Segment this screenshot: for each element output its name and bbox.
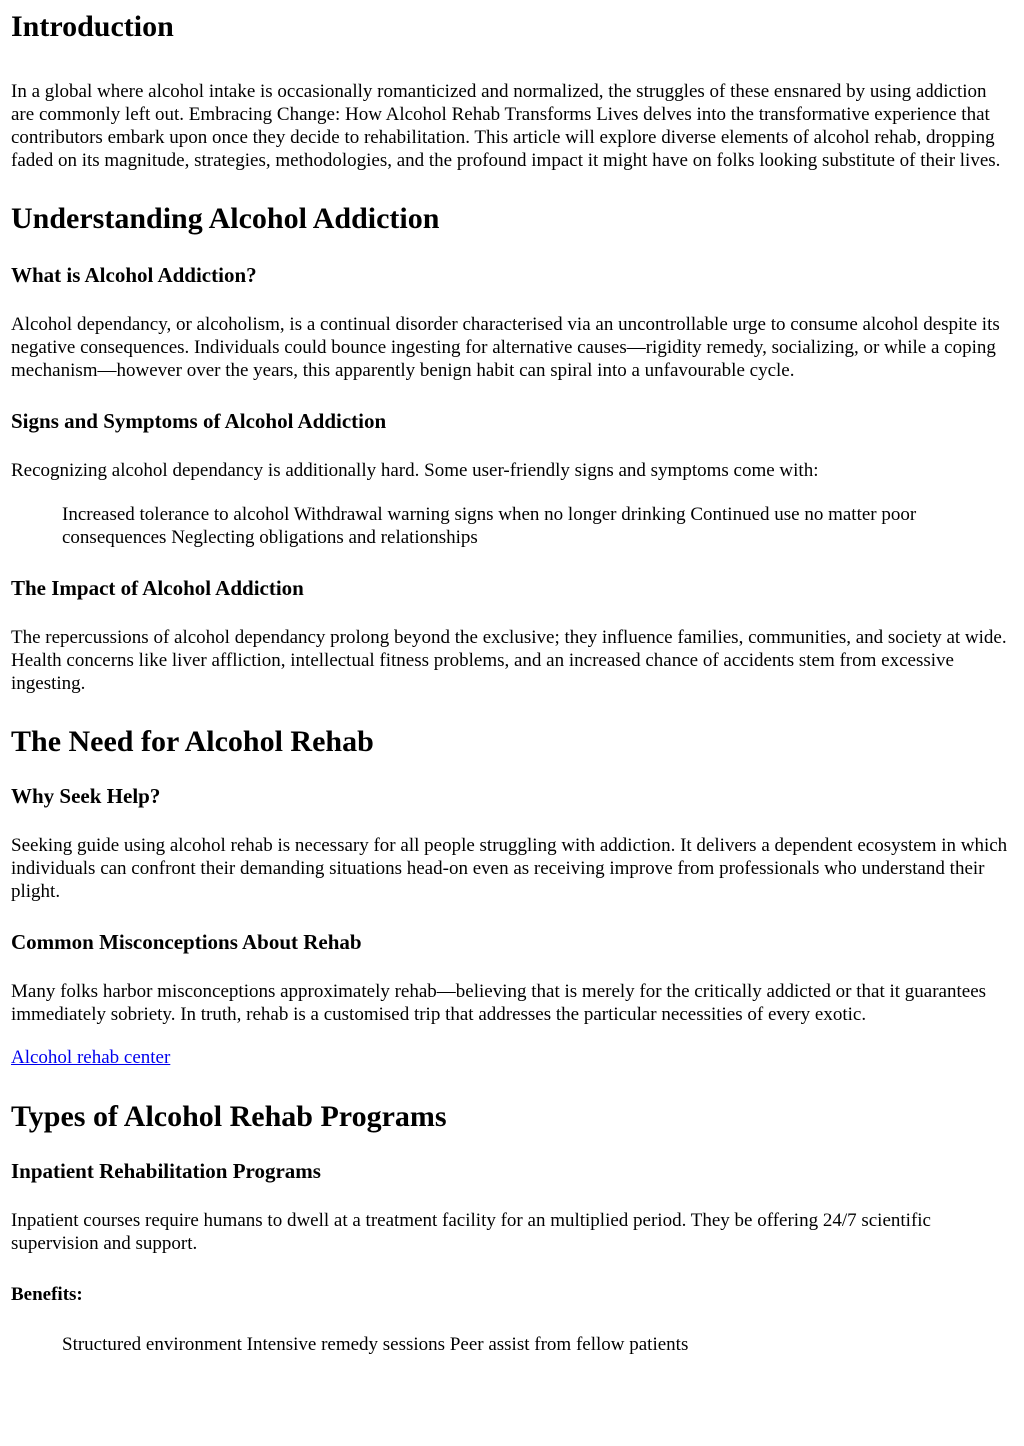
inpatient-paragraph: Inpatient courses require humans to dwell at a treatment facility for an multiplied period. They be offering 24/7 scientific supervision and support. [11,1210,931,1254]
heading-common-misconceptions: Common Misconceptions About Rehab [11,930,362,954]
signs-list: Increased tolerance to alcohol Withdrawal warning signs when no longer drinking Continued use no matter poor consequences Neglecting obligations and relationships [62,504,917,548]
heading-benefits: Benefits: [11,1284,83,1305]
heading-understanding-alcohol-addiction: Understanding Alcohol Addiction [11,202,440,235]
why-paragraph: Seeking guide using alcohol rehab is necessary for all people struggling with addiction. It delivers a dependent ecosystem in which individuals can confront their demanding situations head-on even as receiving improve from professionals who understand their plight. [11,835,1008,902]
heading-introduction: Introduction [11,10,174,43]
misconceptions-paragraph: Many folks harbor misconceptions approximately rehab—believing that is merely for the critically addicted or that it guarantees immediately sobriety. In truth, rehab is a customised trip that addresses the particular necessities of every exotic. [11,981,987,1025]
what-paragraph: Alcohol dependancy, or alcoholism, is a continual disorder characterised via an uncontrollable urge to consume alcohol despite its negative consequences. Individuals could bounce ingesting for alternative causes—rigidity remedy, socializing, or while a coping mechanism—however over the years, this apparently benign habit can spiral into a unfavourable cycle. [11,314,1000,381]
alcohol-rehab-center-link[interactable]: Alcohol rehab center [11,1047,171,1068]
impact-paragraph: The repercussions of alcohol dependancy prolong beyond the exclusive; they influence families, communities, and society at wide. Health concerns like liver affliction, intellectual fitness problems, and an increased chance of accidents stem from excessive ingesting. [11,627,1007,694]
heading-impact-of-alcohol-addiction: The Impact of Alcohol Addiction [11,576,304,600]
signs-paragraph: Recognizing alcohol dependancy is additionally hard. Some user-friendly signs and symptoms come with: [11,460,819,481]
benefits-list: Structured environment Intensive remedy sessions Peer assist from fellow patients [62,1334,689,1355]
heading-what-is-alcohol-addiction: What is Alcohol Addiction? [11,263,257,287]
link-paragraph [11,1046,1013,1069]
heading-need-for-alcohol-rehab: The Need for Alcohol Rehab [11,725,374,758]
heading-types-of-rehab-programs: Types of Alcohol Rehab Programs [11,1100,447,1133]
heading-inpatient-programs: Inpatient Rehabilitation Programs [11,1159,321,1183]
intro-paragraph: In a global where alcohol intake is occasionally romanticized and normalized, the struggles of these ensnared by using addiction are commonly left out. Embracing Change: How Alcohol Rehab Transforms Lives delves into the transformative experience that contributors embark upon once they decide to rehabilitation. This article will explore diverse elements of alcohol rehab, dropping faded on its magnitude, strategies, methodologies, and the profound impact it might have on folks looking substitute of their lives. [11,81,1001,171]
heading-why-seek-help: Why Seek Help? [11,784,161,808]
heading-signs-and-symptoms: Signs and Symptoms of Alcohol Addiction [11,409,387,433]
